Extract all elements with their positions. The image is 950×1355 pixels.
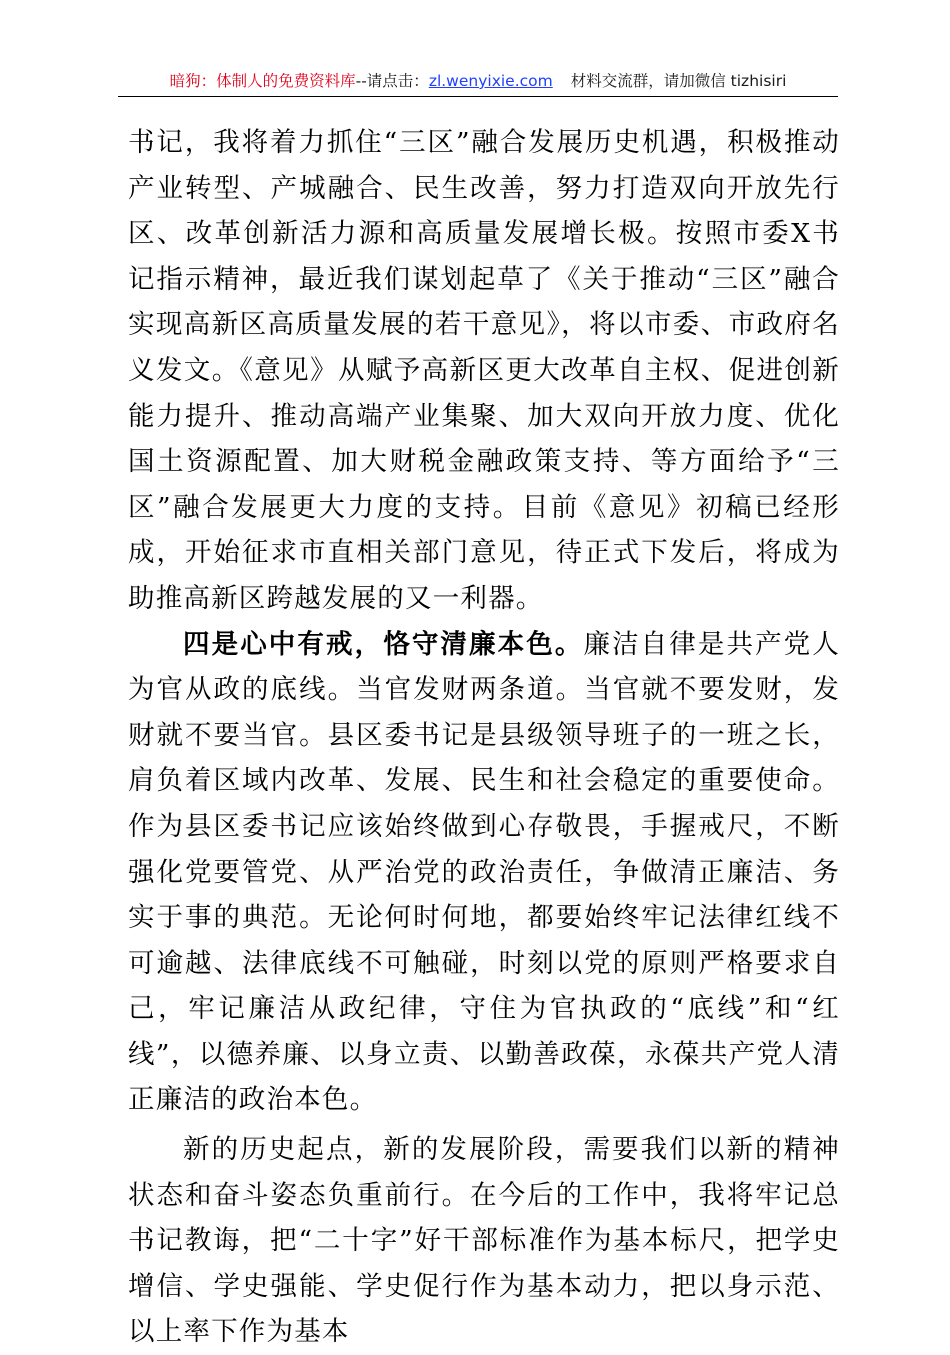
paragraph-text: 书记，我将着力抓住“三区”融合发展历史机遇，积极推动产业转型、产城融合、民生改善，努力打造双向开放先行区、改革创新活力源和高质量发展增长极。按照市委X书记指示精神，最近我们谋划起草了《关于推动“三区”融合实现高新区高质量发展的若干意见》，将以市委、市政府名义发文。《意见》从赋予高新区更大改革自主权、促进创新能力提升、推动高端产业集聚、加大双向开放力度、优化国土资源配置、加大财税金融政策支持、等方面给予“三区”融合发展更大力度的支持。目前《意见》初稿已经形成，开始征求市直相关部门意见，待正式下发后，将成为助推高新区跨越发展的又一利器。 <box>128 127 840 614</box>
paragraph-text: 廉洁自律是共产党人为官从政的底线。当官发财两条道。当官就不要发财，发财就不要当官。县区委书记是县级领导班子的一班之长，肩负着区域内改革、发展、民生和社会稳定的重要使命。作为县区委书记应该始终做到心存敬畏，手握戒尺，不断强化党要管党、从严治党的政治责任，争做清正廉洁、务实于事的典范。无论何时何地，都要始终牢记法律红线不可逾越、法律底线不可触碰，时刻以党的原则严格要求自己，牢记廉洁从政纪律，守住为官执政的“底线”和“红线”，以德养廉、以身立责、以勤善政葆，永葆共产党人清正廉洁的政治本色。 <box>128 628 840 1116</box>
brand-text: 暗狗：体制人的免费资料库 <box>169 72 356 90</box>
paragraph-continuation <box>128 120 840 622</box>
paragraph-text: 新的历史起点，新的发展阶段，需要我们以新的精神状态和奋斗姿态负重前行。在今后的工作中，我将牢记总书记教诲，把“二十字”好干部标准作为基本标尺，把学史增信、学史强能、学史促行作为基本动力，把以身示范、以上率下作为基本 <box>128 1134 840 1348</box>
watermark-header <box>118 66 838 97</box>
document-body <box>128 120 840 1355</box>
site-link[interactable]: zl.wenyixie.com <box>428 72 553 90</box>
paragraph-conclusion <box>128 1127 840 1355</box>
click-prompt: --请点击： <box>355 72 429 90</box>
group-contact-text: 材料交流群，请加微信 tizhisiri <box>570 72 787 90</box>
paragraph-heading: 四是心中有戒，恪守清廉本色。 <box>183 628 584 660</box>
paragraph-four-integrity <box>128 622 840 1124</box>
